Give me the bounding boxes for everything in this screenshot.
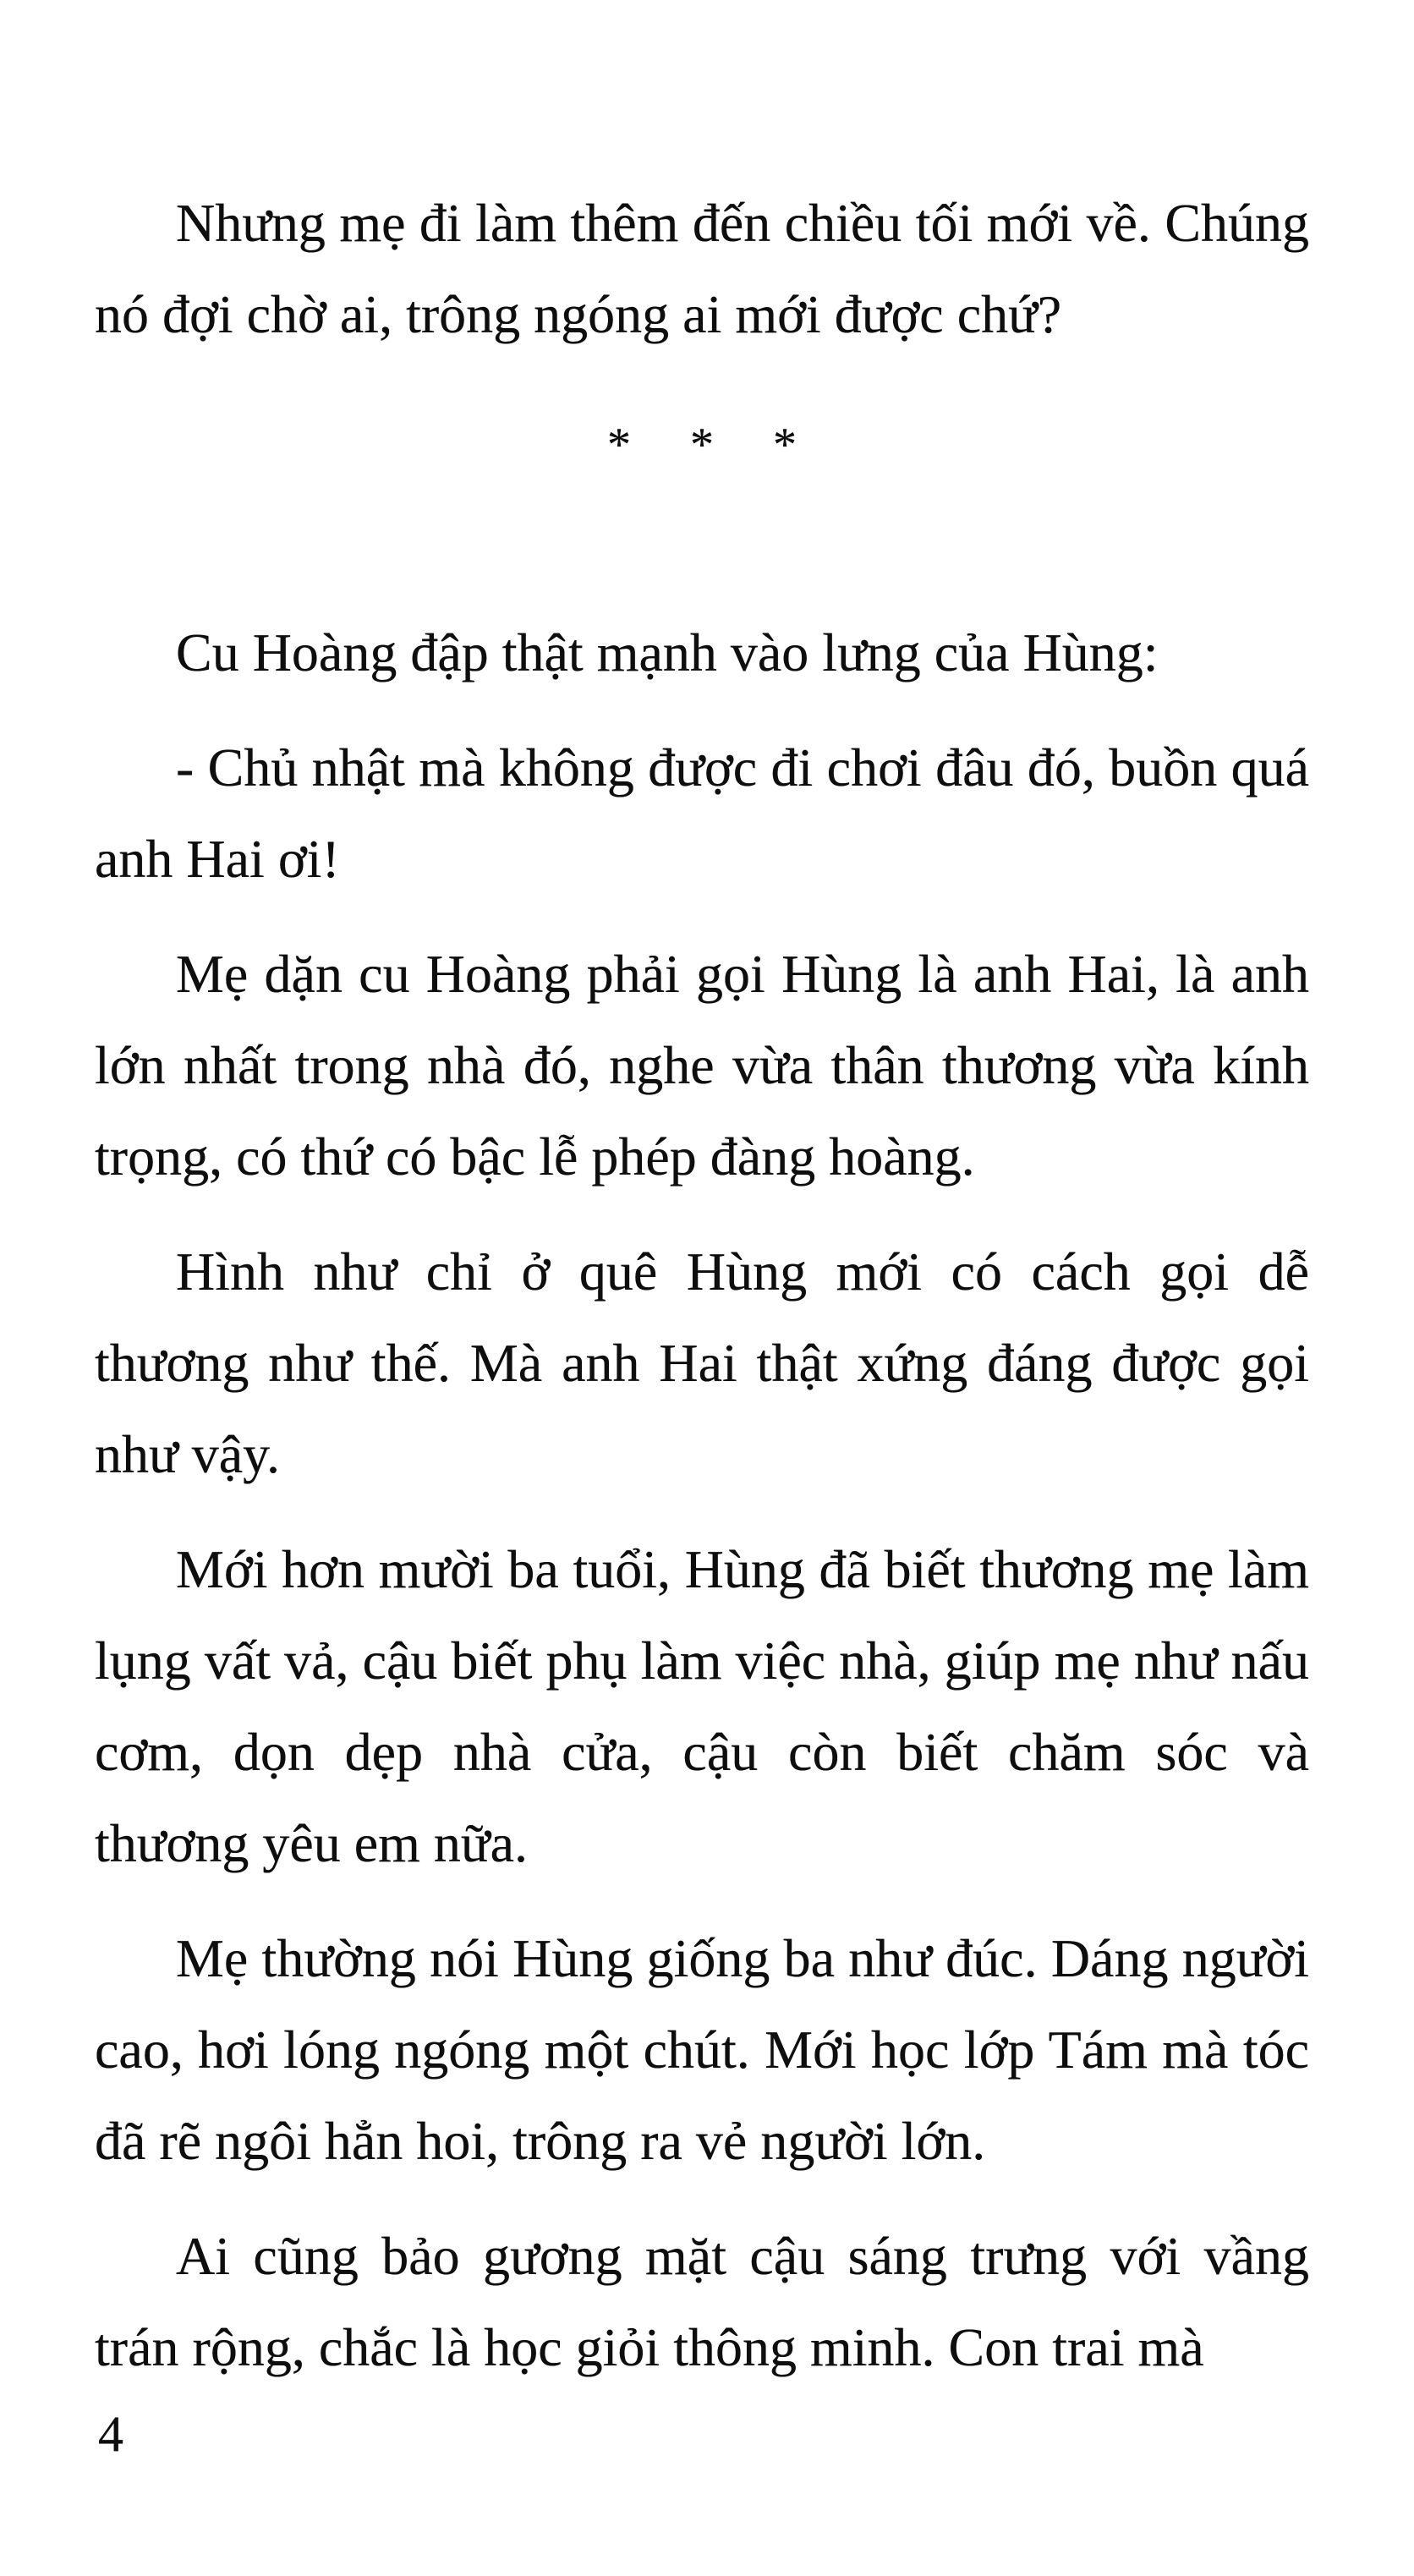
paragraph: Mới hơn mười ba tuổi, Hùng đã biết thương mẹ làm lụng vất vả, cậu biết phụ làm việc nhà, giúp mẹ như nấu cơm, dọn dẹp nhà cửa, cậu còn biết chăm sóc và thương yêu em nữa. xyxy=(95,1539,1309,1873)
paragraph: Hình như chỉ ở quê Hùng mới có cách gọi dễ thương như thế. Mà anh Hai thật xứng đáng được gọi như vậy. xyxy=(95,1241,1309,1484)
page-number: 4 xyxy=(98,2406,123,2462)
paragraph-dialogue: - Chủ nhật mà không được đi chơi đâu đó, buồn quá anh Hai ơi! xyxy=(95,737,1309,889)
paragraph: Mẹ thường nói Hùng giống ba như đúc. Dáng người cao, hơi lóng ngóng một chút. Mới học lớp Tám mà tóc đã rẽ ngôi hẳn hoi, trông ra vẻ người lớn. xyxy=(95,1928,1309,2171)
paragraph: Cu Hoàng đập thật mạnh vào lưng của Hùng: xyxy=(176,622,1159,682)
paragraph: Nhưng mẹ đi làm thêm đến chiều tối mới về. Chúng nó đợi chờ ai, trông ngóng ai mới được chứ? xyxy=(95,193,1309,344)
book-page-body xyxy=(95,178,1309,2417)
paragraph: Mẹ dặn cu Hoàng phải gọi Hùng là anh Hai, là anh lớn nhất trong nhà đó, nghe vừa thân thương vừa kính trọng, có thứ có bậc lễ phép đàng hoàng. xyxy=(95,944,1309,1187)
paragraph: Ai cũng bảo gương mặt cậu sáng trưng với vầng trán rộng, chắc là học giỏi thông minh. Con trai mà xyxy=(95,2226,1309,2377)
section-separator: * * * xyxy=(607,419,797,471)
